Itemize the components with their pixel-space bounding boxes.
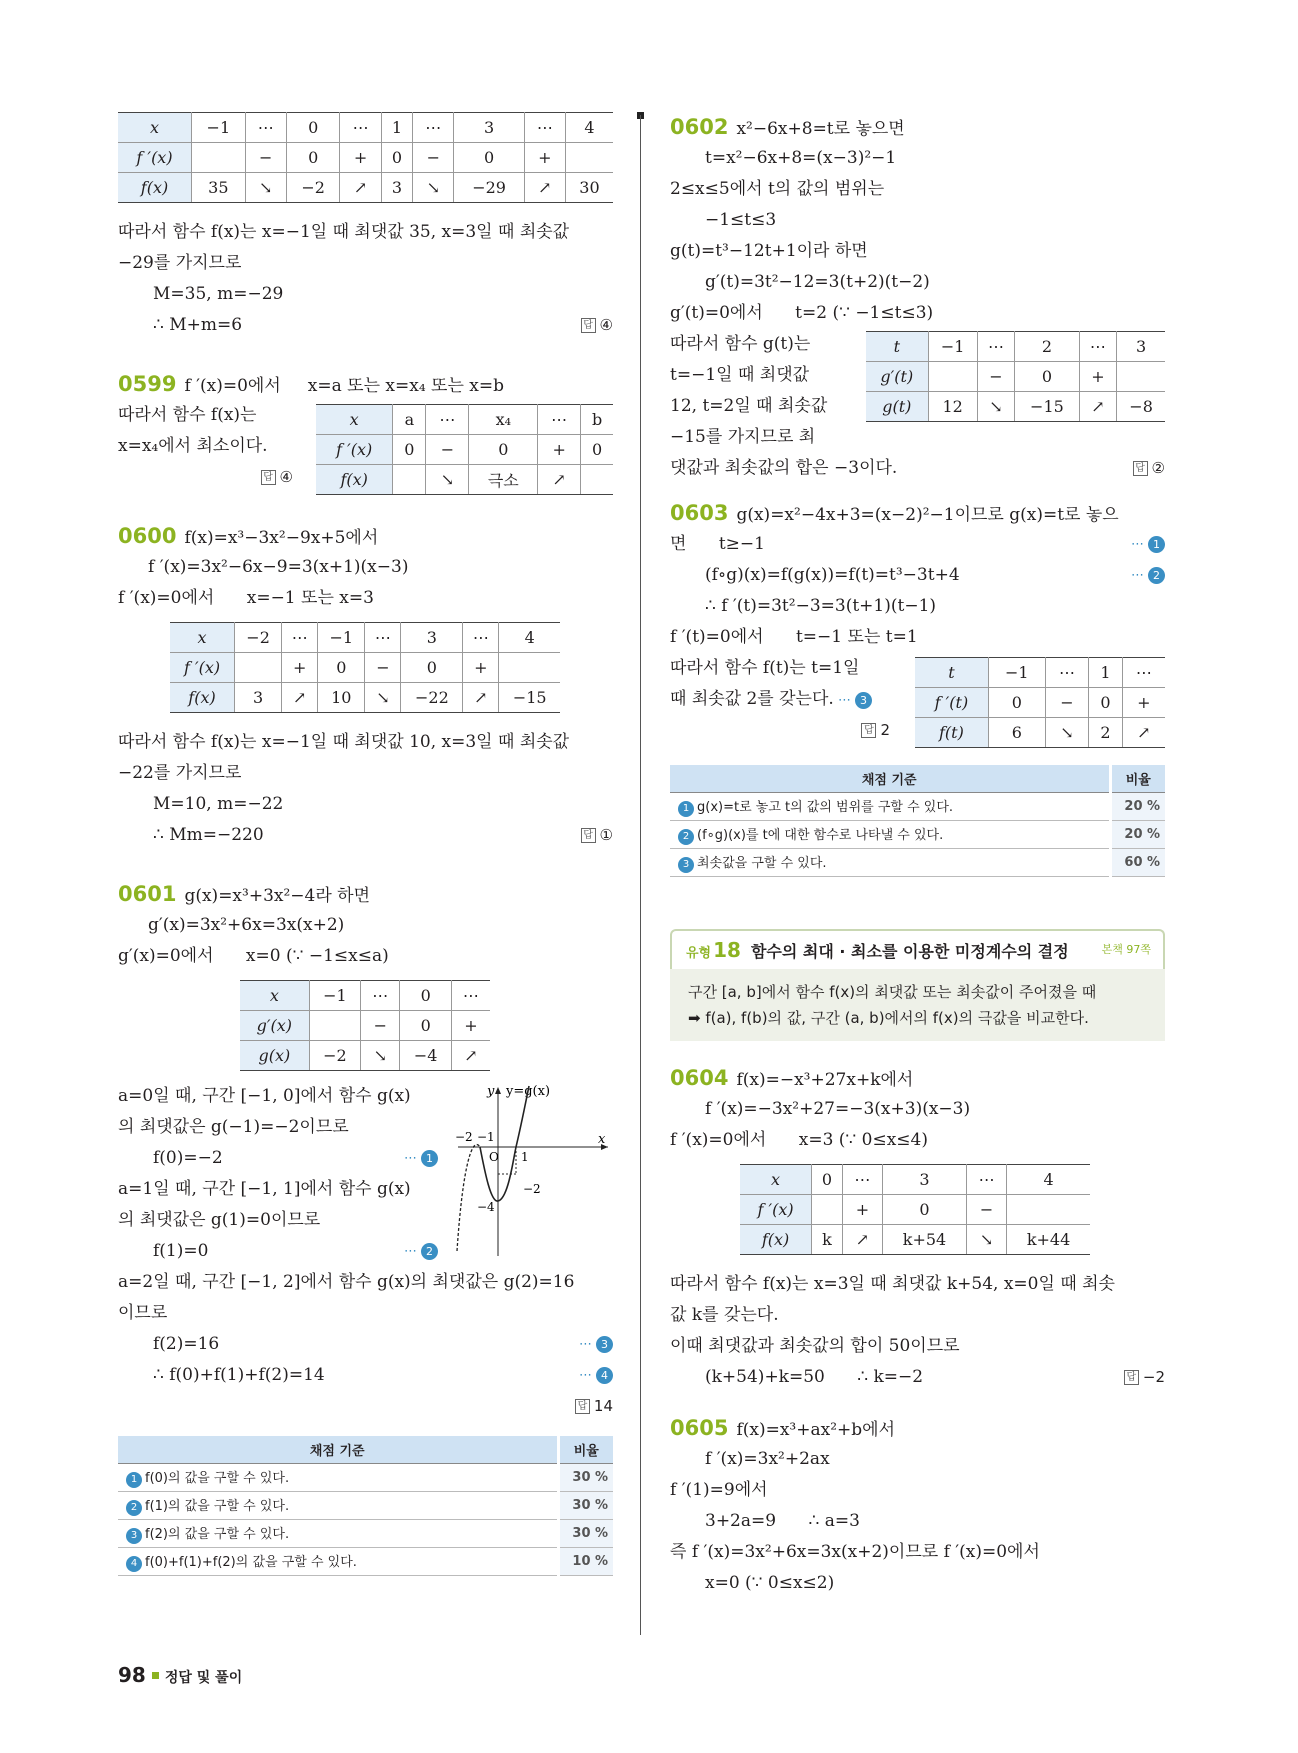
table-cell: 0 <box>581 435 613 465</box>
header-cell: 채점 기준 <box>670 765 1110 792</box>
table-cell: 0 <box>400 1011 451 1041</box>
table-row <box>915 688 1165 718</box>
table-cell: f(x) <box>118 173 192 203</box>
criterion-text: f(0)의 값을 구할 수 있다. <box>145 1470 290 1486</box>
table-cell: 0 <box>400 981 451 1011</box>
answer: 답 14 <box>575 1397 613 1415</box>
step-mark: ⋯ 2 <box>1131 560 1165 591</box>
table-cell: ⋯ <box>842 1164 882 1194</box>
table-row <box>670 820 1165 848</box>
table-cell: x <box>316 405 393 435</box>
left-column: x −1 ⋯ 0 ⋯ 1 ⋯ 3 ⋯ 4 f ′(x) − 0 + 0 − 0 + f(x) 35 ↘ −2 ↗ 3 ↘ −29 ↗ 30 따라서 함수 f(x)는 x=−1일 때 최댓값 35, x=3일 때 최솟값 −29를 가지므로 M=35, m=−29 ∴ M+m=6 답 ④ 0599 f ′(x)=0에서 x=a 또는 x=x₄ 또는 x=b 따라서 함수 f(x)는 x=x₄에서 최소이다. 답 ④ x a ⋯ x₄ ⋯ b f ′(x) 0 − 0 + 0 f(x) ↘ 극소 ↗ 0600 f(x)=x³−3x²−9x+5에서 f ′(x)=3x²−6x−9=3(x+1)(x−3) f ′(x)=0에서 x=−1 또는 x=3 x −2 ⋯ −1 ⋯ 3 ⋯ 4 f ′(x) + 0 − 0 + f(x) 3 ↗ 10 ↘ −22 ↗ −15 따라서 함수 f(x)는 x=−1일 때 최댓값 10, x=3일 때 최솟값 −22를 가지므로 M=10, m=−22 ∴ Mm=−220 답 ① 0601 g(x)=x³+3x²−4라 하면 g′(x)=3x²+6x=3x(x+2) g′(x)=0에서 x=0 (∵ −1≤x≤a) x −1 ⋯ 0 ⋯ g′(x) − 0 + g(x) −2 ↘ −4 ↗ a=0일 때, 구간 [−1, 0]에서 함수 g(x) 의 최댓값은 g(−1)=−2이므로 f(0)=−2 ⋯ 1 a=1일 때, 구간 [−1, 1]에서 함수 g(x) 의 최댓값은 g(1)=0이므로 f(1)=0 ⋯ 2 y x y=g(x) O −2 −1 1 −2 −4 a=2일 때, 구간 [−1, 2]에서 함수 g(x)의 최댓값은 g(2)=16 이므로 f(2)=16 ⋯ 3 ∴ f(0)+f(1)+f(2)=14 ⋯ 4 답 14 채점 기준 비율 1 f(0)의 값을 구할 수 있다. 30 % 2 f(1)의 값을 구할 수 있다. 30 % 3 f(2)의 값을 구할 수 있다. 30 % 4 f(0)+f(1)+f(2)의 값을 구할 수 있다. 10 % <box>118 112 613 1576</box>
table-cell: − <box>426 435 469 465</box>
table-cell: + <box>1122 688 1165 718</box>
problem-number: 0604 <box>670 1065 729 1090</box>
table-cell: − <box>365 653 401 683</box>
step-number: 1 <box>678 801 694 817</box>
criterion-cell <box>670 820 1110 848</box>
text-line: −29를 가지므로 <box>118 253 242 273</box>
table-cell: 0 <box>988 688 1045 718</box>
column-divider <box>640 115 641 1635</box>
table-cell: ⋯ <box>524 113 565 143</box>
table-cell: 0 <box>882 1194 966 1224</box>
table-cell: t <box>915 658 988 688</box>
table-cell: 3 <box>1117 332 1165 362</box>
table-cell: x₄ <box>469 405 538 435</box>
table-cell: 4 <box>1007 1164 1090 1194</box>
table-row <box>670 792 1165 820</box>
table-0601 <box>240 980 490 1071</box>
table-cell <box>1007 1194 1090 1224</box>
table-row <box>316 465 613 495</box>
table-cell: k <box>812 1224 843 1254</box>
table-cell: 0 <box>401 653 463 683</box>
table-cell <box>565 143 613 173</box>
table-cell: k+44 <box>1007 1224 1090 1254</box>
table-cell: ↗ <box>842 1224 882 1254</box>
table-cell: −1 <box>192 113 246 143</box>
problem-number: 0600 <box>118 524 177 548</box>
table-row <box>915 658 1165 688</box>
table-row <box>240 1041 490 1071</box>
table-cell: 0 <box>393 435 426 465</box>
problem-number: 0599 <box>118 372 177 396</box>
table-cell: 30 <box>565 173 613 203</box>
table-0602 <box>866 331 1165 422</box>
axis-label: x <box>598 1132 606 1147</box>
table-cell: − <box>361 1011 400 1041</box>
answer: 답 ④ <box>581 310 613 341</box>
table-cell: ⋯ <box>282 623 318 653</box>
table-cell: 0 <box>286 113 340 143</box>
table-row <box>118 1519 613 1547</box>
answer-icon: 답 <box>575 1399 590 1414</box>
table-cell: f ′(x) <box>316 435 393 465</box>
table-cell: ⋯ <box>340 113 381 143</box>
table-cell: g′(x) <box>240 1011 309 1041</box>
table-cell: ⋯ <box>413 113 454 143</box>
table-cell: 0 <box>454 143 524 173</box>
table-row <box>170 653 560 683</box>
step-number: 3 <box>678 857 694 873</box>
table-cell: 35 <box>192 173 246 203</box>
table-cell: 1 <box>381 113 413 143</box>
table-cell: + <box>1079 362 1117 392</box>
criterion-text: g(x)=t로 놓고 t의 값의 범위를 구할 수 있다. <box>697 799 954 815</box>
answer-icon: 답 <box>581 828 596 843</box>
criterion-text: f(2)의 값을 구할 수 있다. <box>145 1526 290 1542</box>
table-cell: ⋯ <box>1045 658 1089 688</box>
table-cell: ↘ <box>967 1224 1007 1254</box>
table-cell: − <box>413 143 454 173</box>
table-cell: −1 <box>318 623 365 653</box>
tick-label: −1 <box>477 1130 495 1144</box>
curve-label: y=g(x) <box>506 1084 551 1099</box>
origin-label: O <box>489 1150 499 1164</box>
table-cell: x <box>118 113 192 143</box>
footer-square <box>152 1672 159 1679</box>
table-cell: ↗ <box>463 683 499 713</box>
table-cell: a <box>393 405 426 435</box>
table-cell: ⋯ <box>245 113 286 143</box>
table-cell: 0 <box>812 1164 843 1194</box>
table-cell: 2 <box>1015 332 1079 362</box>
ratio-cell: 60 % <box>1110 848 1165 876</box>
table-cell: 3 <box>401 623 463 653</box>
table-row <box>118 1491 613 1519</box>
table-cell: x <box>170 623 235 653</box>
answer-icon: 답 <box>1133 461 1148 476</box>
answer-icon: 답 <box>581 318 596 333</box>
step-mark: ⋯ 1 <box>1131 529 1165 560</box>
table-cell <box>309 1011 360 1041</box>
table-0599 <box>316 404 613 495</box>
table-cell: −15 <box>499 683 560 713</box>
table-cell: ⋯ <box>977 332 1015 362</box>
table-cell: x <box>740 1164 812 1194</box>
tick-label: −2 <box>523 1182 541 1196</box>
table-cell: 3 <box>235 683 282 713</box>
table-cell: − <box>245 143 286 173</box>
table-cell: ↗ <box>538 465 581 495</box>
table-cell: −2 <box>286 173 340 203</box>
table-row <box>118 113 613 143</box>
table-row <box>740 1224 1090 1254</box>
table-cell: 0 <box>1015 362 1079 392</box>
table-cell: 극소 <box>469 465 538 495</box>
table-header <box>670 765 1165 792</box>
table-cell: + <box>538 435 581 465</box>
table-cell: − <box>1045 688 1089 718</box>
ratio-cell: 30 % <box>558 1491 613 1519</box>
table-row <box>915 718 1165 748</box>
table-cell: ↗ <box>282 683 318 713</box>
table-0600 <box>170 622 560 713</box>
table-cell: ↘ <box>426 465 469 495</box>
table-row <box>118 1547 613 1575</box>
table-cell: −29 <box>454 173 524 203</box>
answer-icon: 답 <box>861 723 876 738</box>
table-row <box>170 683 560 713</box>
criterion-text: f(0)+f(1)+f(2)의 값을 구할 수 있다. <box>145 1554 357 1570</box>
table-cell: ↗ <box>1122 718 1165 748</box>
page-footer <box>118 1663 242 1687</box>
table-cell: 6 <box>988 718 1045 748</box>
axis-label: y <box>487 1084 495 1099</box>
ratio-cell: 20 % <box>1110 820 1165 848</box>
criterion-text: 최솟값을 구할 수 있다. <box>697 855 827 871</box>
table-0598 <box>118 112 613 203</box>
table-cell: −8 <box>1117 392 1165 422</box>
step-number: 2 <box>678 829 694 845</box>
table-cell: ↘ <box>361 1041 400 1071</box>
table-cell: ⋯ <box>463 623 499 653</box>
footer-label: 정답 및 풀이 <box>164 1670 243 1686</box>
criterion-cell <box>118 1547 558 1575</box>
header-cell: 비율 <box>558 1436 613 1463</box>
table-cell: 12 <box>928 392 977 422</box>
table-cell: + <box>524 143 565 173</box>
table-cell: 4 <box>565 113 613 143</box>
table-cell: f ′(x) <box>118 143 192 173</box>
table-cell: g(x) <box>240 1041 309 1071</box>
ratio-cell: 30 % <box>558 1463 613 1491</box>
type-header: 유형 18 함수의 최대 · 최소를 이용한 미정계수의 결정 본책 97쪽 <box>670 929 1165 969</box>
table-cell: − <box>977 362 1015 392</box>
table-row <box>170 623 560 653</box>
table-cell: ↗ <box>1079 392 1117 422</box>
table-cell: 1 <box>1089 658 1122 688</box>
table-cell: 0 <box>286 143 340 173</box>
table-cell: ⋯ <box>451 981 490 1011</box>
problem-number: 0605 <box>670 1415 729 1440</box>
table-cell: 0 <box>381 143 413 173</box>
table-cell: 0 <box>318 653 365 683</box>
table-cell: ↘ <box>977 392 1015 422</box>
type-description: 구간 [a, b]에서 함수 f(x)의 최댓값 또는 최솟값이 주어졌을 때 ➡ f(a), f(b)의 값, 구간 (a, b)에서의 f(x)의 극값을 비교한다. <box>670 969 1165 1041</box>
table-cell: − <box>967 1194 1007 1224</box>
table-cell: ⋯ <box>1079 332 1117 362</box>
table-cell: k+54 <box>882 1224 966 1254</box>
answer-icon: 답 <box>261 470 276 485</box>
table-cell: f ′(t) <box>915 688 988 718</box>
table-cell: ↘ <box>1045 718 1089 748</box>
criterion-cell <box>670 848 1110 876</box>
table-cell: 0 <box>1089 688 1122 718</box>
step-number: 1 <box>126 1472 142 1488</box>
table-row <box>740 1164 1090 1194</box>
ratio-cell: 20 % <box>1110 792 1165 820</box>
text-line: M=35, m=−29 <box>153 284 284 304</box>
table-cell: 10 <box>318 683 365 713</box>
table-cell: ↘ <box>245 173 286 203</box>
table-row <box>866 332 1165 362</box>
table-cell: t <box>866 332 928 362</box>
text-line: 따라서 함수 f(x)는 x=−1일 때 최댓값 35, x=3일 때 최솟값 <box>118 222 570 242</box>
reference-link: 본책 97쪽 <box>1101 942 1151 956</box>
ratio-cell: 30 % <box>558 1519 613 1547</box>
criterion-text: f(1)의 값을 구할 수 있다. <box>145 1498 290 1514</box>
table-row <box>316 435 613 465</box>
header-cell: 채점 기준 <box>118 1436 558 1463</box>
table-cell: + <box>340 143 381 173</box>
table-cell: f(x) <box>170 683 235 713</box>
table-cell: ↗ <box>340 173 381 203</box>
ratio-cell: 10 % <box>558 1547 613 1575</box>
table-cell: + <box>842 1194 882 1224</box>
problem-number: 0603 <box>670 501 729 525</box>
table-cell: f(x) <box>316 465 393 495</box>
answer: 답 −2 <box>1124 1362 1165 1393</box>
table-cell <box>499 653 560 683</box>
table-cell: x <box>240 981 309 1011</box>
criterion-cell <box>118 1463 558 1491</box>
table-cell: ↘ <box>365 683 401 713</box>
page-number: 98 <box>118 1663 146 1687</box>
step-mark: ⋯ 2 <box>404 1236 438 1267</box>
table-cell: f(x) <box>740 1224 812 1254</box>
table-row <box>118 1463 613 1491</box>
table-cell <box>1117 362 1165 392</box>
table-cell: ↗ <box>524 173 565 203</box>
criterion-cell <box>118 1491 558 1519</box>
table-cell <box>393 465 426 495</box>
step-mark: ⋯ 3 <box>579 1329 613 1360</box>
table-cell: −1 <box>988 658 1045 688</box>
table-cell: ⋯ <box>967 1164 1007 1194</box>
table-cell: g(t) <box>866 392 928 422</box>
table-cell: 3 <box>454 113 524 143</box>
problem-number: 0601 <box>118 882 177 906</box>
tick-label: 1 <box>521 1150 529 1164</box>
table-cell <box>581 465 613 495</box>
header-cell: 비율 <box>1110 765 1165 792</box>
table-row <box>866 362 1165 392</box>
table-0603 <box>915 657 1165 748</box>
table-cell: ⋯ <box>365 623 401 653</box>
table-row <box>866 392 1165 422</box>
table-cell: + <box>282 653 318 683</box>
table-cell: 3 <box>882 1164 966 1194</box>
table-row <box>740 1194 1090 1224</box>
table-cell: ⋯ <box>1122 658 1165 688</box>
table-cell: 3 <box>381 173 413 203</box>
right-column: 0602 x²−6x+8=t로 놓으면 t=x²−6x+8=(x−3)²−1 2≤x≤5에서 t의 값의 범위는 −1≤t≤3 g(t)=t³−12t+1이라 하면 g′(t)=3t²−12=3(t+2)(t−2) g′(t)=0에서 t=2 (∵ −1≤t≤3) 따라서 함수 g(t)는 t=−1일 때 최댓값 12, t=2일 때 최솟값 −15를 가지므로 최 댓값과 최솟값의 합은 −3이다. 답 ② t −1 ⋯ 2 ⋯ 3 g′(t) − 0 + g(t) 12 ↘ −15 ↗ −8 0603 g(x)=x²−4x+3=(x−2)²−1이므로 g(x)=t로 놓으 면 t≥−1 ⋯ 1 (f∘g)(x)=f(g(x))=f(t)=t³−3t+4 ⋯ 2 ∴ f ′(t)=3t²−3=3(t+1)(t−1) f ′(t)=0에서 t=−1 또는 t=1 따라서 함수 f(t)는 t=1일 때 최솟값 2를 갖는다. ⋯ 3 답 2 t −1 ⋯ 1 ⋯ f ′(t) 0 − 0 + f(t) 6 ↘ 2 ↗ 채점 기준 비율 1 g(x)=t로 놓고 t의 값의 범위를 구할 수 있다. 20 % 2 (f∘g)(x)를 t에 대한 함수로 나타낼 수 있다. 20 % 3 최솟값을 구할 수 있다. 60 % 유형 18 함수의 최대 · 최소를 이용한 미정계수의 결정 본책 97쪽 구간 [a, b]에서 함수 f(x)의 최댓값 또는 최솟값이 주어졌을 때 ➡ f(a), f(b)의 값, 구간 (a, b)에서의 f(x)의 극값을 비교한다. 0604 f(x)=−x³+27x+k에서 f ′(x)=−3x²+27=−3(x+3)(x−3) f ′(x)=0에서 x=3 (∵ 0≤x≤4) x 0 ⋯ 3 ⋯ 4 f ′(x) + 0 − f(x) k ↗ k+54 ↘ k+44 따라서 함수 f(x)는 x=3일 때 최댓값 k+54, x=0일 때 최솟 값 k를 갖는다. 이때 최댓값과 최솟값의 합이 50이므로 (k+54)+k=50 ∴ k=−2 답 −2 0605 f(x)=x³+ax²+b에서 f ′(x)=3x²+2ax f ′(1)=9에서 3+2a=9 ∴ a=3 즉 f ′(x)=3x²+6x=3x(x+2)이므로 f ′(x)=0에서 x=0 (∵ 0≤x≤2) <box>670 115 1165 1593</box>
step-number: 2 <box>126 1500 142 1516</box>
table-header <box>118 1436 613 1463</box>
step-mark: ⋯ 4 <box>579 1360 613 1391</box>
answer: 답 ① <box>581 820 613 851</box>
table-cell: −1 <box>928 332 977 362</box>
table-cell: f(t) <box>915 718 988 748</box>
table-cell: g′(t) <box>866 362 928 392</box>
answer-icon: 답 <box>1124 1370 1139 1385</box>
table-cell: −4 <box>400 1041 451 1071</box>
table-cell: −2 <box>309 1041 360 1071</box>
table-cell: f ′(x) <box>170 653 235 683</box>
table-cell <box>812 1194 843 1224</box>
graph-g <box>453 1081 613 1261</box>
table-cell: ⋯ <box>538 405 581 435</box>
step-mark: ⋯ 3 <box>834 693 872 708</box>
table-cell: 4 <box>499 623 560 653</box>
table-cell: + <box>463 653 499 683</box>
table-cell <box>928 362 977 392</box>
table-cell: f ′(x) <box>740 1194 812 1224</box>
table-row <box>118 143 613 173</box>
tick-label: −2 <box>455 1130 473 1144</box>
table-cell: −22 <box>401 683 463 713</box>
table-row <box>670 848 1165 876</box>
table-0604 <box>740 1164 1090 1255</box>
problem-number: 0602 <box>670 115 729 139</box>
answer: 답 2 <box>861 721 890 739</box>
table-cell: b <box>581 405 613 435</box>
step-mark: ⋯ 1 <box>404 1143 438 1174</box>
table-cell <box>192 143 246 173</box>
table-cell: 0 <box>469 435 538 465</box>
table-row <box>240 981 490 1011</box>
table-cell: ⋯ <box>426 405 469 435</box>
table-row <box>316 405 613 435</box>
table-cell: −15 <box>1015 392 1079 422</box>
grading-table-0603 <box>670 765 1165 877</box>
table-cell <box>235 653 282 683</box>
table-cell: + <box>451 1011 490 1041</box>
table-cell: ↗ <box>451 1041 490 1071</box>
text-line: ∴ M+m=6 <box>153 315 243 335</box>
table-cell: −2 <box>235 623 282 653</box>
table-cell: −1 <box>309 981 360 1011</box>
criterion-text: (f∘g)(x)를 t에 대한 함수로 나타낼 수 있다. <box>697 827 944 843</box>
criterion-cell <box>670 792 1110 820</box>
criterion-cell <box>118 1519 558 1547</box>
table-row <box>118 173 613 203</box>
step-number: 3 <box>126 1528 142 1544</box>
table-cell: ↘ <box>413 173 454 203</box>
table-cell: ⋯ <box>361 981 400 1011</box>
tick-label: −4 <box>477 1200 495 1214</box>
answer: 답 ④ <box>261 468 293 486</box>
table-cell: 2 <box>1089 718 1122 748</box>
table-row <box>240 1011 490 1041</box>
grading-table-0601 <box>118 1436 613 1576</box>
step-number: 4 <box>126 1556 142 1572</box>
answer: 답 ② <box>1133 453 1165 484</box>
